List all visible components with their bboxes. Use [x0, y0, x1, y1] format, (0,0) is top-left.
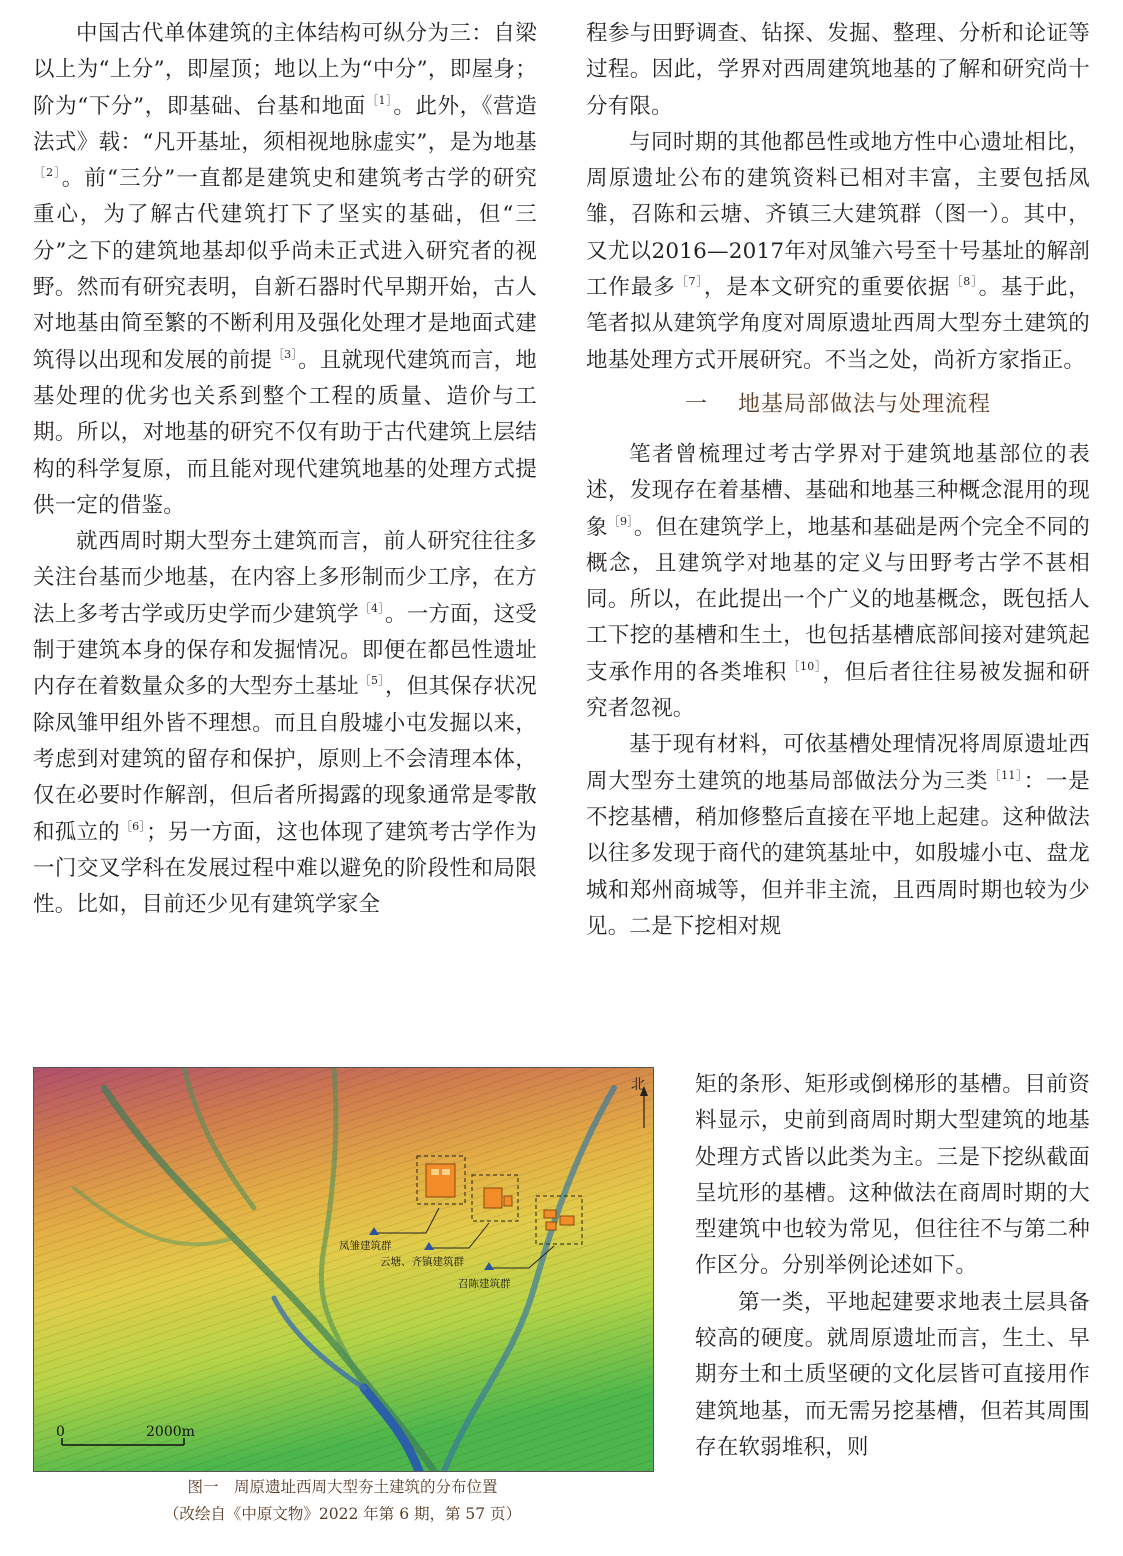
citation-5[interactable]: ［5］: [359, 674, 384, 688]
citation-1[interactable]: ［1］: [366, 93, 393, 107]
citation-3[interactable]: ［3］: [272, 347, 298, 361]
paragraph-foundation-definition: 笔者曾梳理过考古学界对于建筑地基部位的表述，发现存在着基槽、基础和地基三种概念混用的现象$^{[9]}$。但在建筑学上，地基和基础是两个完全不同的概念，且建筑学对地基的定义与田野考古学不甚相同。所以，在此提出一个广义的地基概念，既包括人工下挖的基槽和生土，也包括基槽底部间接对建筑起支承作用的各类堆积$^{[10]}$，但后者往往易被发掘和研究者忽视。: [586, 441, 1091, 722]
paragraph-zhouyuan-data: 与同时期的其他都邑性或地方性中心遗址相比，周原遗址公布的建筑资料已相对丰富，主要包括凤雏，召陈和云塘、齐镇三大建筑群（图一）。其中，又尤以2016—2017年对凤雏六号至十号基址的解剖工作最多$^{[7]}$，是本文研究的重要依据$^{[8]}$。基于此，笔者拟从建筑学角度对周原遗址西周大型夯土建筑的地基处理方式开展研究。不当之处，尚祈方家指正。: [586, 129, 1090, 373]
citation-11[interactable]: ［11］: [989, 768, 1023, 782]
section-number: 一: [684, 391, 708, 417]
wrap-text-column: [695, 1067, 1090, 1466]
citation-4[interactable]: ［4］: [359, 601, 384, 615]
paragraph-continued: 程参与田野调查、钻探、发掘、整理、分析和论证等过程。因此，学界对西周建筑地基的了解和研究尚十分有限。: [586, 21, 1090, 119]
paragraph-previous-research: 就西周时期大型夯土建筑而言，前人研究往往多关注台基而少地基，在内容上多形制而少工序，在方法上多考古学或历史学而少建筑学$^{[4]}$。一方面，这受制于建筑本身的保存和发掘情况。即便在都邑性遗址内存在着数量众多的大型夯土基址$^{[5]}$，但其保存状况除凤雏甲组外皆不理想。而且自殷墟小屯发掘以来，考虑到对建筑的留存和保护，原则上不会清理本体，仅在必要时作解剖，但后者所揭露的现象通常是零散和孤立的$^{[6]}$；另一方面，这也体现了建筑考古学作为一门交叉学科在发展过程中难以避免的阶段性和局限性。比如，目前还少见有建筑学家全: [33, 529, 537, 918]
terrain-map-graphic: [34, 1068, 653, 1471]
north-label: 北: [631, 1077, 645, 1093]
paragraph-intro: 中国古代单体建筑的主体结构可纵分为三：自梁以上为“上分”，即屋顶；地以上为“中分”，即屋身；阶为“下分”，即基础、台基和地面$^{[1]}$。此外，《营造法式》载：“凡开基址，须相视地脉虚实”，是为地基$^{[2]}$。前“三分”一直都是建筑史和建筑考古学的研究重心，为了解古代建筑打下了坚实的基础，但“三分”之下的建筑地基却似乎尚未正式进入研究者的视野。然而有研究表明，自新石器时代早期开始，古人对地基由简至繁的不断利用及强化处理才是地面式建筑得以出现和发展的前提$^{[3]}$。且就现代建筑而言，地基处理的优劣也关系到整个工程的质量、造价与工期。所以，对地基的研究不仅有助于古代建筑上层结构的科学复原，而且能对现代建筑地基的处理方式提供一定的借鉴。: [33, 21, 538, 518]
citation-6[interactable]: ［6］: [120, 819, 146, 833]
paragraph-three-types: 基于现有材料，可依基槽处理情况将周原遗址西周大型夯土建筑的地基局部做法分为三类$^{[11]}$：一是不挖基槽，稍加修整后直接在平地上起建。这种做法以往多发现于商代的建筑基址中，如殷墟小屯、盘龙城和郑州商城等，但并非主流，且西周时期也较为少见。二是下挖相对规: [586, 732, 1090, 939]
label-zhaochen: 召陈建筑群: [458, 1278, 511, 1290]
scale-distance: 2000m: [146, 1424, 195, 1440]
paragraph-type-one: 第一类，平地起建要求地表土层具备较高的硬度。就周原遗址而言，生土、早期夯土和土质坚硬的文化层皆可直接用作建筑地基，而无需另挖基槽，但若其周围存在软弱堆积，则: [695, 1289, 1090, 1460]
figure-caption: [33, 1474, 652, 1528]
label-yuntang-qizhen: 云塘、齐镇建筑群: [380, 1256, 464, 1268]
figure-1: [33, 1067, 652, 1528]
left-column: [33, 16, 537, 923]
citation-9[interactable]: ［9］: [608, 514, 633, 528]
section-heading: [586, 387, 1090, 423]
paragraph-three-types-continued: 矩的条形、矩形或倒梯形的基槽。目前资料显示，史前到商周时期大型建筑的地基处理方式皆以此类为主。三是下挖纵截面呈坑形的基槽。这种做法在商周时期的大型建筑中也较为常见，但往往不与第二种作区分。分别举例论述如下。: [695, 1072, 1090, 1279]
section-title: 地基局部做法与处理流程: [738, 391, 992, 417]
caption-source: （改绘自《中原文物》2022 年第 6 期，第 57 页）: [163, 1505, 522, 1523]
citation-2[interactable]: ［2］: [34, 166, 61, 180]
terrain-map: [33, 1067, 654, 1472]
citation-10[interactable]: ［10］: [788, 659, 822, 673]
citation-8[interactable]: ［8］: [951, 275, 978, 289]
right-column: [586, 16, 1090, 945]
label-fengchu: 凤雏建筑群: [339, 1240, 392, 1252]
caption-title: 图一 周原遗址西周大型夯土建筑的分布位置: [187, 1478, 498, 1496]
scale-zero: 0: [56, 1424, 65, 1440]
citation-7[interactable]: ［7］: [676, 275, 703, 289]
